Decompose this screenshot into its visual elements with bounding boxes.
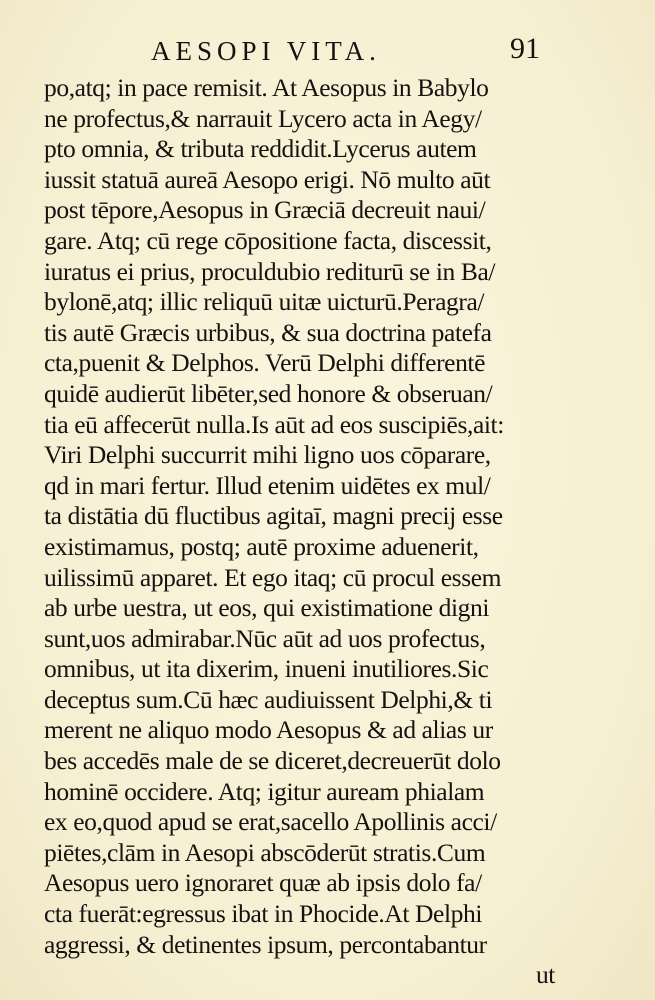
text-line: Viri Delphi succurrit mihi ligno uos cōparare, bbox=[44, 440, 491, 470]
text-line: qd in mari fertur. Illud etenim uidētes ex mul/ bbox=[44, 470, 491, 500]
text-line: cta fuerāt:egressus ibat in Phocide.At Delphi bbox=[44, 899, 483, 929]
text-line: piētes,clām in Aesopi abscōderūt stratis.Cum bbox=[44, 837, 486, 867]
text-line: bylonē,atq; illic reliquū uitæ uicturū.Peragra/ bbox=[44, 287, 485, 317]
text-line: omnibus, ut ita dixerim, inueni inutiliores.Sic bbox=[44, 654, 489, 684]
text-line: gare. Atq; cū rege cōpositione facta, discessit, bbox=[44, 225, 492, 255]
text-line: tis autē Græcis urbibus, & sua doctrina patefa bbox=[44, 317, 492, 347]
text-line: ta distātia dū fluctibus agitaī, magni precij esse bbox=[44, 501, 503, 531]
text-line: aggressi, & detinentes ipsum, percontabantur bbox=[44, 929, 487, 959]
text-line: sunt,uos admirabar.Nūc aūt ad uos profectus, bbox=[44, 623, 486, 653]
text-line: hominē occidere. Atq; igitur auream phialam bbox=[44, 776, 485, 806]
running-title: AESOPI VITA. bbox=[151, 36, 381, 66]
page-number: 91 bbox=[510, 32, 540, 65]
text-line: merent ne aliquo modo Aesopus & ad alias ur bbox=[44, 715, 493, 745]
text-line: uilissimū apparet. Et ego itaq; cū procul essem bbox=[44, 562, 502, 592]
text-line: cta,puenit & Delphos. Verū Delphi differentē bbox=[44, 348, 486, 378]
running-head bbox=[0, 32, 655, 72]
text-line: iussit statuā aureā Aesopo erigi. Nō multo aūt bbox=[44, 164, 491, 194]
text-line: tia eū affecerūt nulla.Is aūt ad eos suscipiēs,ait: bbox=[44, 409, 504, 439]
body-text bbox=[44, 73, 559, 991]
text-line: pto omnia, & tributa reddidit.Lycerus autem bbox=[44, 134, 477, 164]
text-line: post tēpore,Aesopus in Græciā decreuit naui/ bbox=[44, 195, 486, 225]
text-line: ex eo,quod apud se erat,sacello Apollinis acci/ bbox=[44, 807, 497, 837]
text-line: quidē audierūt libēter,sed honore & obseruan/ bbox=[44, 378, 493, 408]
text-line: existimamus, postq; autē proxime aduenerit, bbox=[44, 531, 479, 561]
catchword: ut bbox=[535, 960, 555, 990]
text-line: ab urbe uestra, ut eos, qui existimatione digni bbox=[44, 593, 490, 623]
text-line: Aesopus uero ignoraret quæ ab ipsis dolo fa/ bbox=[44, 868, 482, 898]
text-line: bes accedēs male de se diceret,decreuerūt dolo bbox=[44, 746, 501, 776]
text-line: ne profectus,& narrauit Lycero acta in Aegy/ bbox=[44, 103, 482, 133]
text-line: iuratus ei prius, proculdubio rediturū se in Ba/ bbox=[44, 256, 496, 286]
text-line: deceptus sum.Cū hæc audiuissent Delphi,& ti bbox=[44, 684, 493, 714]
text-line: po,atq; in pace remisit. At Aesopus in Babylo bbox=[44, 73, 489, 102]
